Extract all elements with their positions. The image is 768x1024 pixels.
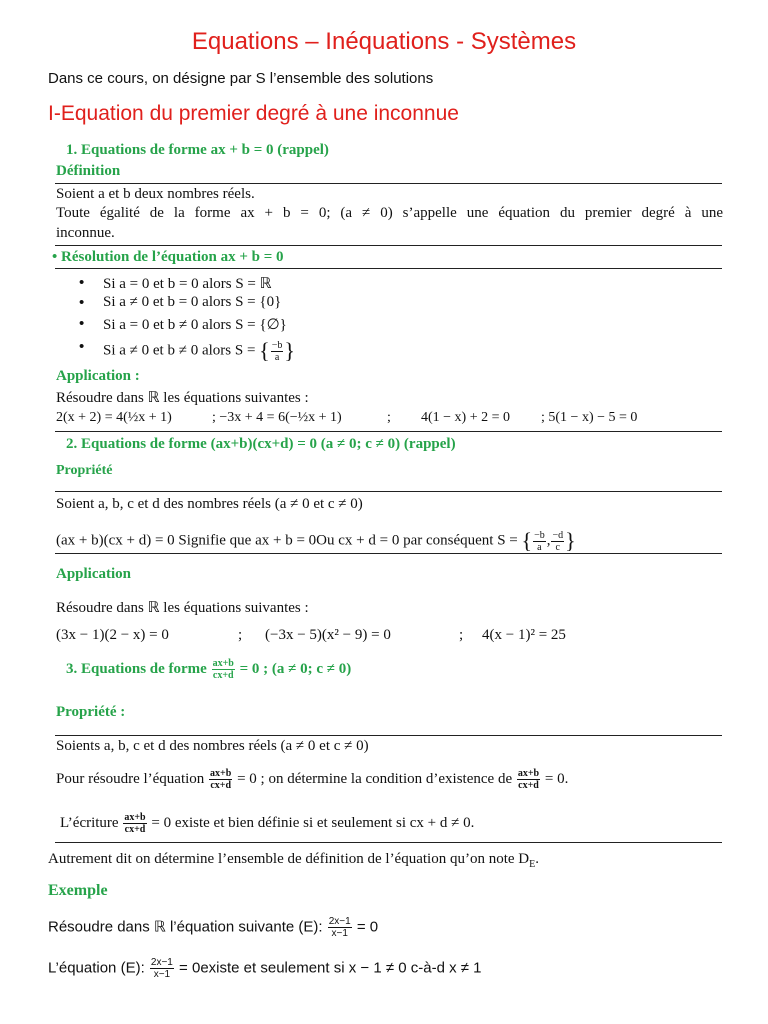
fraction xyxy=(551,530,564,553)
line-text: Résoudre dans ℝ l’équation suivante (E): xyxy=(48,918,323,936)
fraction-denominator: cx+d xyxy=(124,824,146,835)
heading-text: = 0 ; (a ≠ 0; c ≠ 0) xyxy=(239,660,352,677)
line-text: Pour résoudre l’équation xyxy=(56,770,205,787)
equation: (−3x − 5)(x² − 9) = 0 xyxy=(265,627,391,643)
line-text: L’écriture xyxy=(60,814,119,831)
fraction-numerator: ax+b xyxy=(212,658,234,669)
subsection-2-heading: 2. Equations de forme (ax+b)(cx+d) = 0 (a ≠ 0; c ≠ 0) (rappel) xyxy=(66,436,456,452)
fraction-numerator: ax+b xyxy=(210,768,232,779)
line-text: L’équation (E): xyxy=(48,959,145,977)
line-text: = 0 existe et bien définie si et seulement si cx + d ≠ 0. xyxy=(151,814,475,831)
brace: { xyxy=(521,528,533,553)
fraction-denominator: cx+d xyxy=(518,780,539,791)
case-item: • Si a = 0 et b ≠ 0 alors S = {∅} xyxy=(103,315,287,334)
divider xyxy=(55,735,722,736)
divider xyxy=(55,431,722,432)
case-item-4-text: Si a ≠ 0 et b ≠ 0 alors S = xyxy=(103,342,256,359)
section-heading-1: I-Equation du premier degré à une inconnue xyxy=(48,102,459,125)
heading-text: 3. Equations de forme xyxy=(66,660,207,677)
separator: ; xyxy=(459,627,464,643)
separator: ; xyxy=(387,410,391,425)
equation: 4(x − 1)² = 25 xyxy=(482,627,566,643)
definition-set-line xyxy=(48,851,539,870)
subscript: E xyxy=(529,859,536,870)
fraction-numerator: −b xyxy=(271,339,283,351)
brace: } xyxy=(284,338,295,363)
case-item: • Si a = 0 et b = 0 alors S = ℝ xyxy=(103,274,272,293)
line-text: = 0. xyxy=(544,770,569,787)
fraction xyxy=(328,916,352,939)
fraction-numerator: −b xyxy=(534,529,545,541)
application-label: Application : xyxy=(56,368,140,384)
fraction-numerator: ax+b xyxy=(517,768,540,779)
line-text: . xyxy=(535,851,539,867)
resolution-label: • Résolution de l’équation ax + b = 0 xyxy=(52,249,284,265)
intro-text: Dans ce cours, on désigne par S l’ensemble des solutions xyxy=(48,70,434,87)
application-instruction-2: Résoudre dans ℝ les équations suivantes : xyxy=(56,600,309,616)
divider xyxy=(55,553,722,554)
fraction-numerator: ax+b xyxy=(124,812,146,823)
fraction xyxy=(150,957,174,980)
application-label-2: Application xyxy=(56,566,132,582)
fraction-denominator: cx+d xyxy=(210,780,232,791)
divider xyxy=(55,491,722,492)
definition-line-2: Toute égalité de la forme ax + b = 0; (a ≠ 0) s’appelle une équation du premier degré à une xyxy=(56,205,723,221)
equation: 4(1 − x) + 2 = 0 xyxy=(421,410,511,425)
line-text: = 0existe et seulement si x − 1 ≠ 0 c-à-d x ≠ 1 xyxy=(179,959,482,977)
fraction xyxy=(517,768,540,791)
application-instruction: Résoudre dans ℝ les équations suivantes : xyxy=(56,390,309,406)
propriete-line-1: Soient a, b, c et d des nombres réels (a ≠ 0 et c ≠ 0) xyxy=(56,496,363,512)
propriete-label: Propriété xyxy=(56,463,113,478)
fraction xyxy=(212,658,235,681)
fraction-numerator: −d xyxy=(552,529,564,541)
separator: ; xyxy=(238,627,243,643)
definition-line-1: Soient a et b deux nombres réels. xyxy=(56,186,255,202)
fraction-denominator: a xyxy=(274,351,280,363)
case-item: • Si a ≠ 0 et b = 0 alors S = {0} xyxy=(103,294,281,311)
line-text: = 0 xyxy=(356,918,379,936)
propriete-3-line-3 xyxy=(60,812,474,835)
fraction-denominator: a xyxy=(537,541,542,553)
fraction-numerator: 2x−1 xyxy=(328,916,351,927)
equation: ; 5(1 − x) − 5 = 0 xyxy=(541,410,638,425)
propriete-3-line-2 xyxy=(56,768,568,791)
definition-label: Définition xyxy=(56,163,121,179)
fraction-numerator: 2x−1 xyxy=(150,957,173,968)
propriete-label-3: Propriété : xyxy=(56,704,126,720)
definition-line-2-wrap xyxy=(56,205,723,222)
equation: 2(x + 2) = 4(½x + 1) xyxy=(56,410,172,425)
subsection-3-heading xyxy=(66,658,351,681)
fraction-denominator: x−1 xyxy=(331,928,348,939)
fraction xyxy=(271,340,284,363)
brace: { xyxy=(259,338,270,363)
divider xyxy=(55,842,722,843)
divider xyxy=(55,268,722,269)
fraction-denominator: c xyxy=(555,541,560,553)
fraction-denominator: cx+d xyxy=(212,670,234,681)
definition-line-3: inconnue. xyxy=(56,225,115,241)
line-text: Autrement dit on détermine l’ensemble de définition de l’équation qu’on note D xyxy=(48,851,530,867)
divider xyxy=(55,183,722,184)
propriete-3-line-1: Soients a, b, c et d des nombres réels (a ≠ 0 et c ≠ 0) xyxy=(56,738,369,754)
propriete-line-2: (ax + b)(cx + d) = 0 Signifie que ax + b = 0Ou cx + d = 0 par conséquent S = { $\frac{-b}{a}$ , $\frac{-d}{c}$ } xyxy=(56,528,576,553)
fraction xyxy=(533,530,546,553)
divider xyxy=(55,245,722,246)
example-line-2 xyxy=(48,957,482,980)
exemple-label: Exemple xyxy=(48,882,108,899)
line-text: = 0 ; on détermine la condition d’existence de xyxy=(237,770,513,787)
brace: } xyxy=(565,528,576,553)
equation: (3x − 1)(2 − x) = 0 xyxy=(56,627,169,643)
propriete-line-2-text: (ax + b)(cx + d) = 0 Signifie que ax + b = 0Ou cx + d = 0 par conséquent S = xyxy=(56,532,518,549)
fraction-denominator: x−1 xyxy=(153,969,171,980)
subsection-1-heading: 1. Equations de forme ax + b = 0 (rappel) xyxy=(66,142,329,158)
case-item-4 xyxy=(103,338,295,364)
equation: ; −3x + 4 = 6(−½x + 1) xyxy=(212,410,342,425)
page-title: Equations – Inéquations - Systèmes xyxy=(191,28,577,55)
example-line-1 xyxy=(48,916,378,939)
fraction xyxy=(123,812,146,835)
fraction xyxy=(209,768,232,791)
